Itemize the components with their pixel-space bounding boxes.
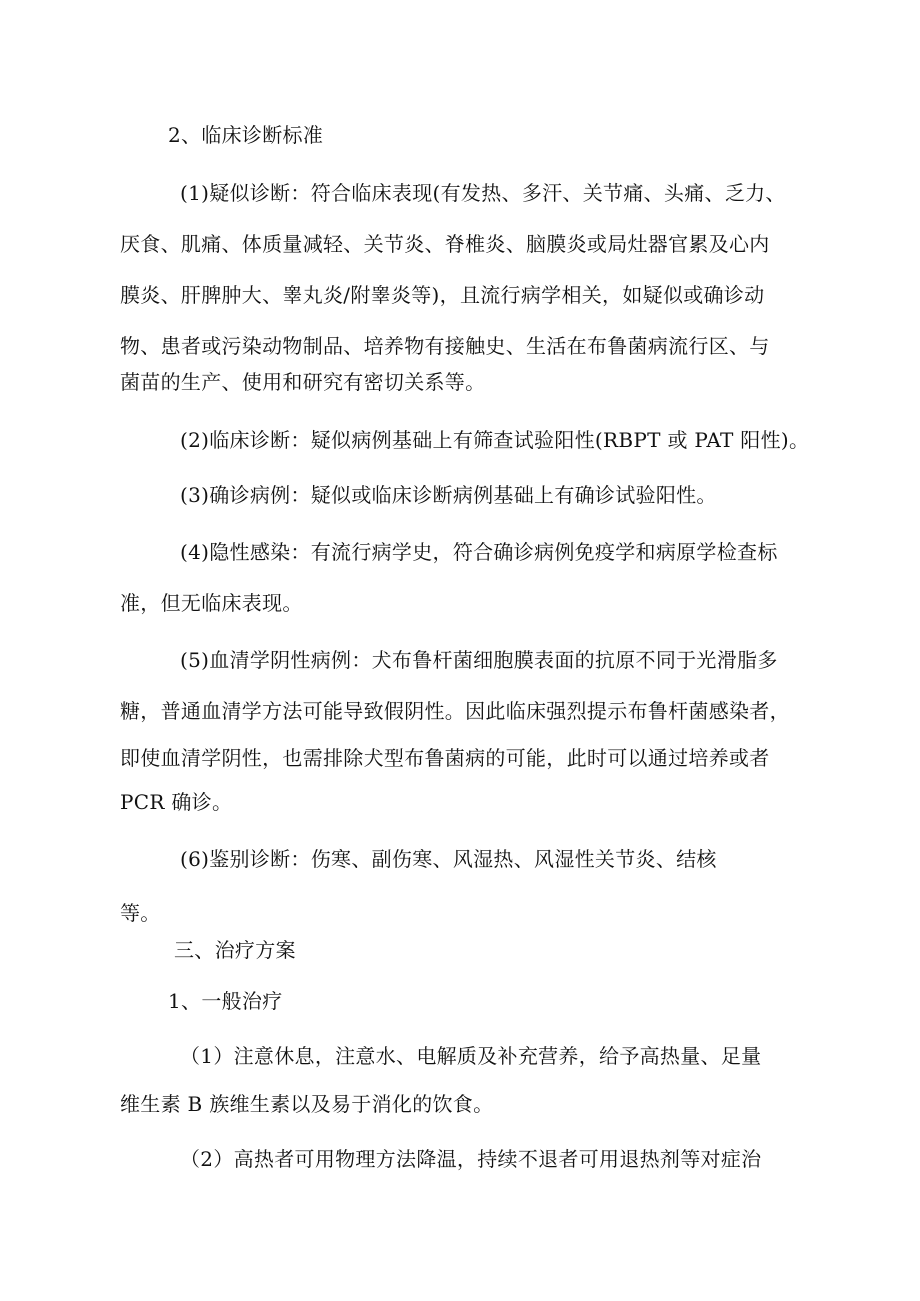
section-heading-clinical-diagnosis-criteria: 2、临床诊断标准 <box>168 123 324 147</box>
paragraph-line: (1)疑似诊断：符合临床表现(有发热、多汗、关节痛、头痛、乏力、 <box>180 181 786 205</box>
paragraph-line: 即使血清学阴性，也需排除犬型布鲁菌病的可能，此时可以通过培养或者 <box>120 746 770 770</box>
section-heading-treatment-plan: 三、治疗方案 <box>174 938 296 962</box>
paragraph-line: 准，但无临床表现。 <box>120 591 303 615</box>
paragraph-line: 菌苗的生产、使用和研究有密切关系等。 <box>120 370 486 394</box>
paragraph-line: （1）注意休息，注意水、电解质及补充营养，给予高热量、足量 <box>180 1044 762 1068</box>
paragraph-line: 糖，普通血清学方法可能导致假阴性。因此临床强烈提示布鲁杆菌感染者， <box>120 699 790 723</box>
paragraph-line: PCR 确诊。 <box>120 790 233 814</box>
paragraph-confirmed-case: (3)确诊病例：疑似或临床诊断病例基础上有确诊试验阳性。 <box>180 483 717 507</box>
paragraph-line: (4)隐性感染：有流行病学史，符合确诊病例免疫学和病原学检查标 <box>180 540 778 564</box>
paragraph-line: (6)鉴别诊断：伤寒、副伤寒、风湿热、风湿性关节炎、结核 <box>180 847 717 871</box>
paragraph-line: (5)血清学阴性病例：犬布鲁杆菌细胞膜表面的抗原不同于光滑脂多 <box>180 648 778 672</box>
subsection-heading-general-treatment: 1、一般治疗 <box>168 989 283 1013</box>
paragraph-line: 物、患者或污染动物制品、培养物有接触史、生活在布鲁菌病流行区、与 <box>120 334 770 358</box>
paragraph-line: （2）高热者可用物理方法降温，持续不退者可用退热剂等对症治 <box>180 1147 762 1171</box>
paragraph-line: 等。 <box>120 901 161 925</box>
paragraph-line: 维生素 B 族维生素以及易于消化的饮食。 <box>120 1092 494 1116</box>
paragraph-line: 厌食、肌痛、体质量减轻、关节炎、脊椎炎、脑膜炎或局灶器官累及心内 <box>120 232 770 256</box>
paragraph-clinical-diagnosis: (2)临床诊断：疑似病例基础上有筛查试验阳性(RBPT 或 PAT 阳性)。 <box>180 428 810 452</box>
paragraph-line: 膜炎、肝脾肿大、睾丸炎/附睾炎等)，且流行病学相关，如疑似或确诊动 <box>120 283 765 307</box>
